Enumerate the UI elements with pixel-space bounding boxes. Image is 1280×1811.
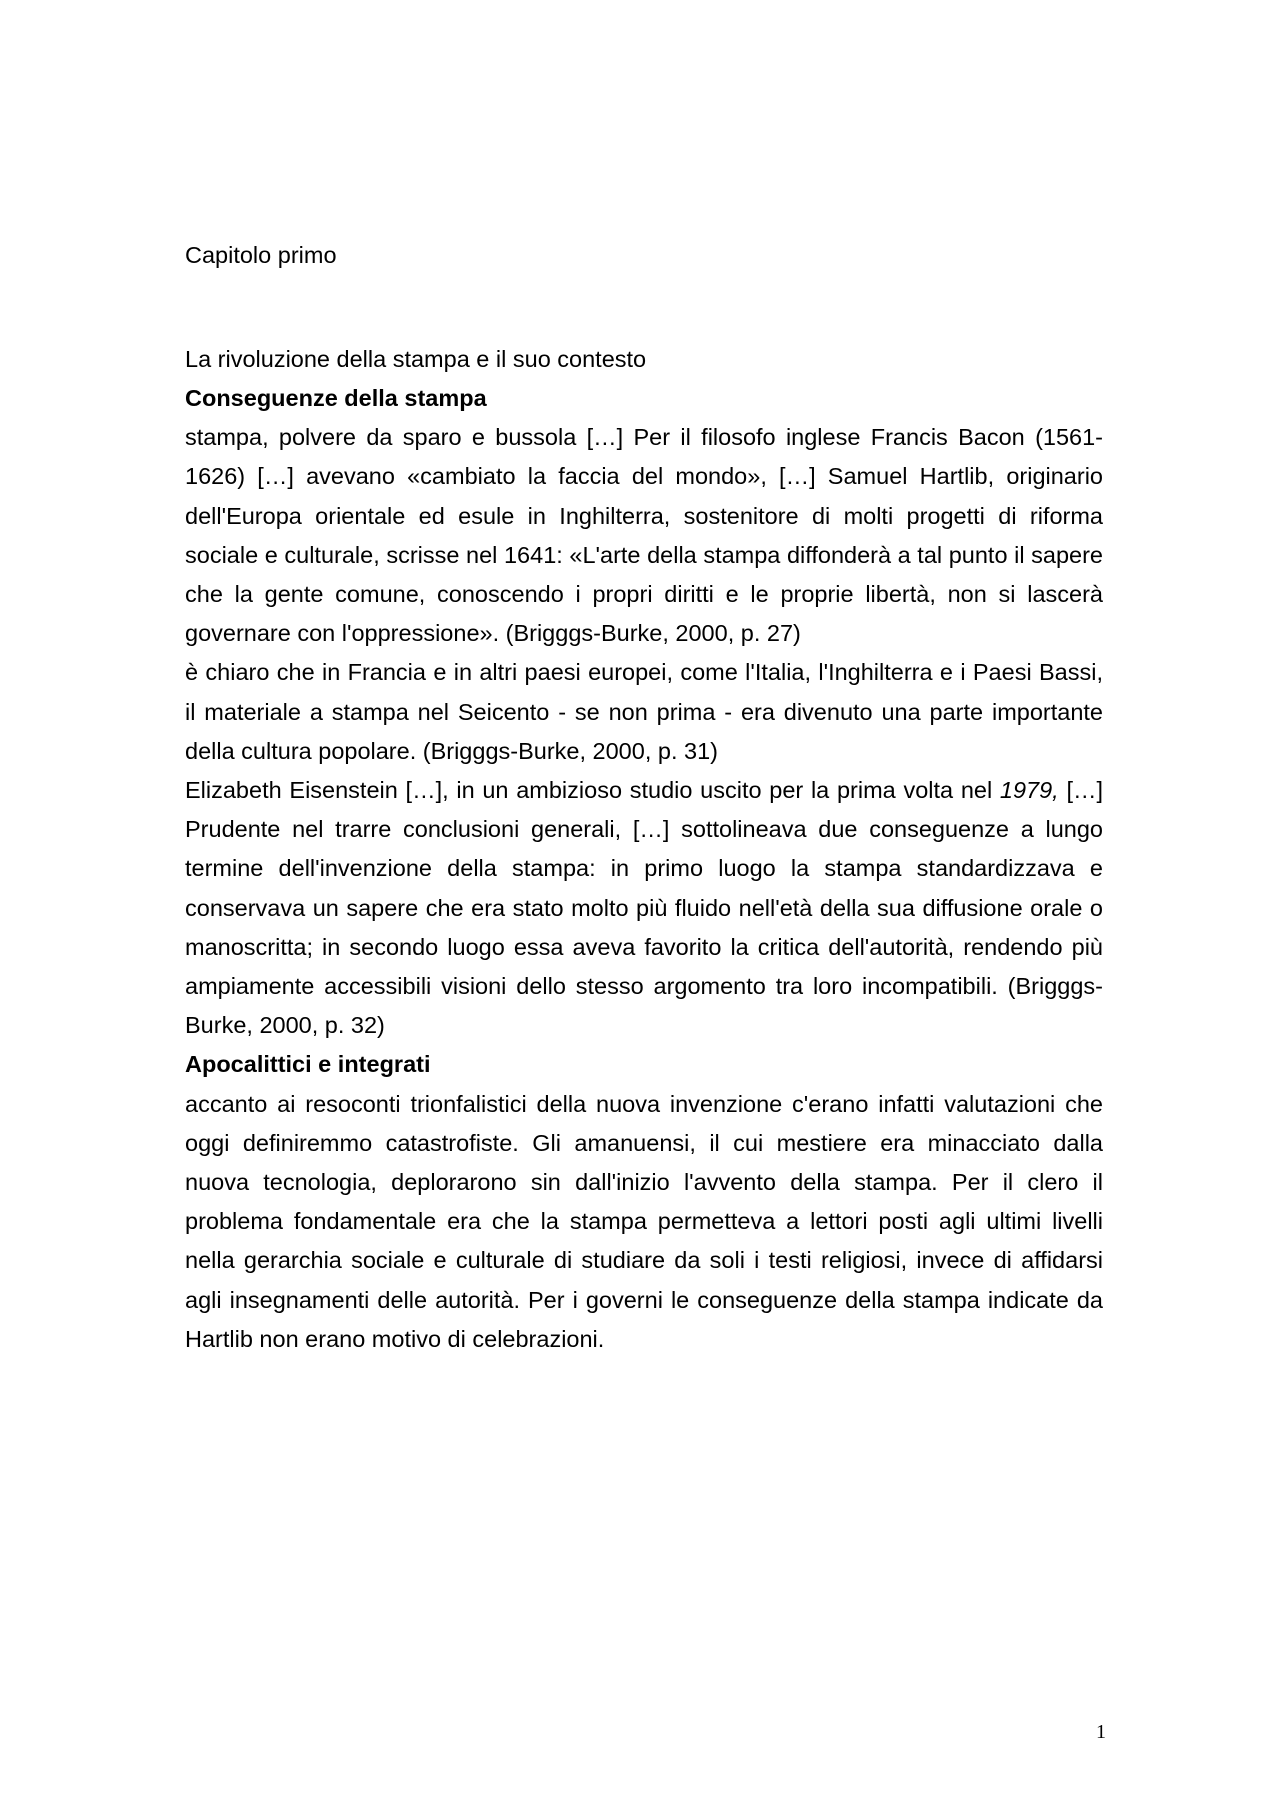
chapter-title: La rivoluzione della stampa e il suo contesto	[185, 346, 647, 372]
eisenstein-text-after: […] Prudente nel trarre conclusioni generali, […] sottolineava due conseguenze a lungo termine dell'invenzione della stampa: in primo luogo la stampa standardizzava e conservava un sapere che era stato molto più fluido nell'età della sua diffusione orale o manoscritta; in secondo luogo essa aveva favorito la critica dell'autorità, rendendo più ampiamente accessibili visioni dello stesso argomento tra loro incompatibili. (Brigggs-Burke, 2000, p. 32)	[185, 777, 1103, 1039]
chapter-label: Capitolo primo	[185, 242, 337, 268]
eisenstein-text-before: Elizabeth Eisenstein […], in un ambizioso studio uscito per la prima volta nel	[185, 777, 1000, 804]
paragraph-francia: è chiaro che in Francia e in altri paesi europei, come l'Italia, l'Inghilterra e i Paesi Bassi, il materiale a stampa nel Seicento - se non prima - era divenuto una parte importante della cultura popolare. (Brigggs-Burke, 2000, p. 31)	[185, 659, 1103, 764]
section-heading-apocalittici: Apocalittici e integrati	[185, 1051, 431, 1078]
paragraph-eisenstein	[185, 771, 1103, 1045]
eisenstein-year: 1979,	[999, 777, 1059, 804]
page-number: 1	[1096, 1721, 1106, 1743]
page-content	[185, 236, 1103, 1359]
paragraph-apocalittici: accanto ai resoconti trionfalistici della nuova invenzione c'erano infatti valutazioni che oggi definiremmo catastrofiste. Gli amanuensi, il cui mestiere era minacciato dalla nuova tecnologia, deplorarono sin dall'inizio l'avvento della stampa. Per il clero il problema fondamentale era che la stampa permetteva a lettori posti agli ultimi livelli nella gerarchia sociale e culturale di studiare da soli i testi religiosi, invece di affidarsi agli insegnamenti delle autorità. Per i governi le conseguenze della stampa indicate da Hartlib non erano motivo di celebrazioni.	[185, 1090, 1103, 1352]
section-heading-conseguenze: Conseguenze della stampa	[185, 385, 487, 411]
paragraph-bacon-hartlib: stampa, polvere da sparo e bussola […] Per il filosofo inglese Francis Bacon (1561-1626) […] avevano «cambiato la faccia del mondo», […] Samuel Hartlib, originario dell'Europa orientale ed esule in Inghilterra, sostenitore di molti progetti di riforma sociale e culturale, scrisse nel 1641: «L'arte della stampa diffonderà a tal punto il sapere che la gente comune, conoscendo i propri diritti e le proprie libertà, non si lascerà governare con l'oppressione». (Brigggs-Burke, 2000, p. 27)	[185, 424, 1103, 647]
